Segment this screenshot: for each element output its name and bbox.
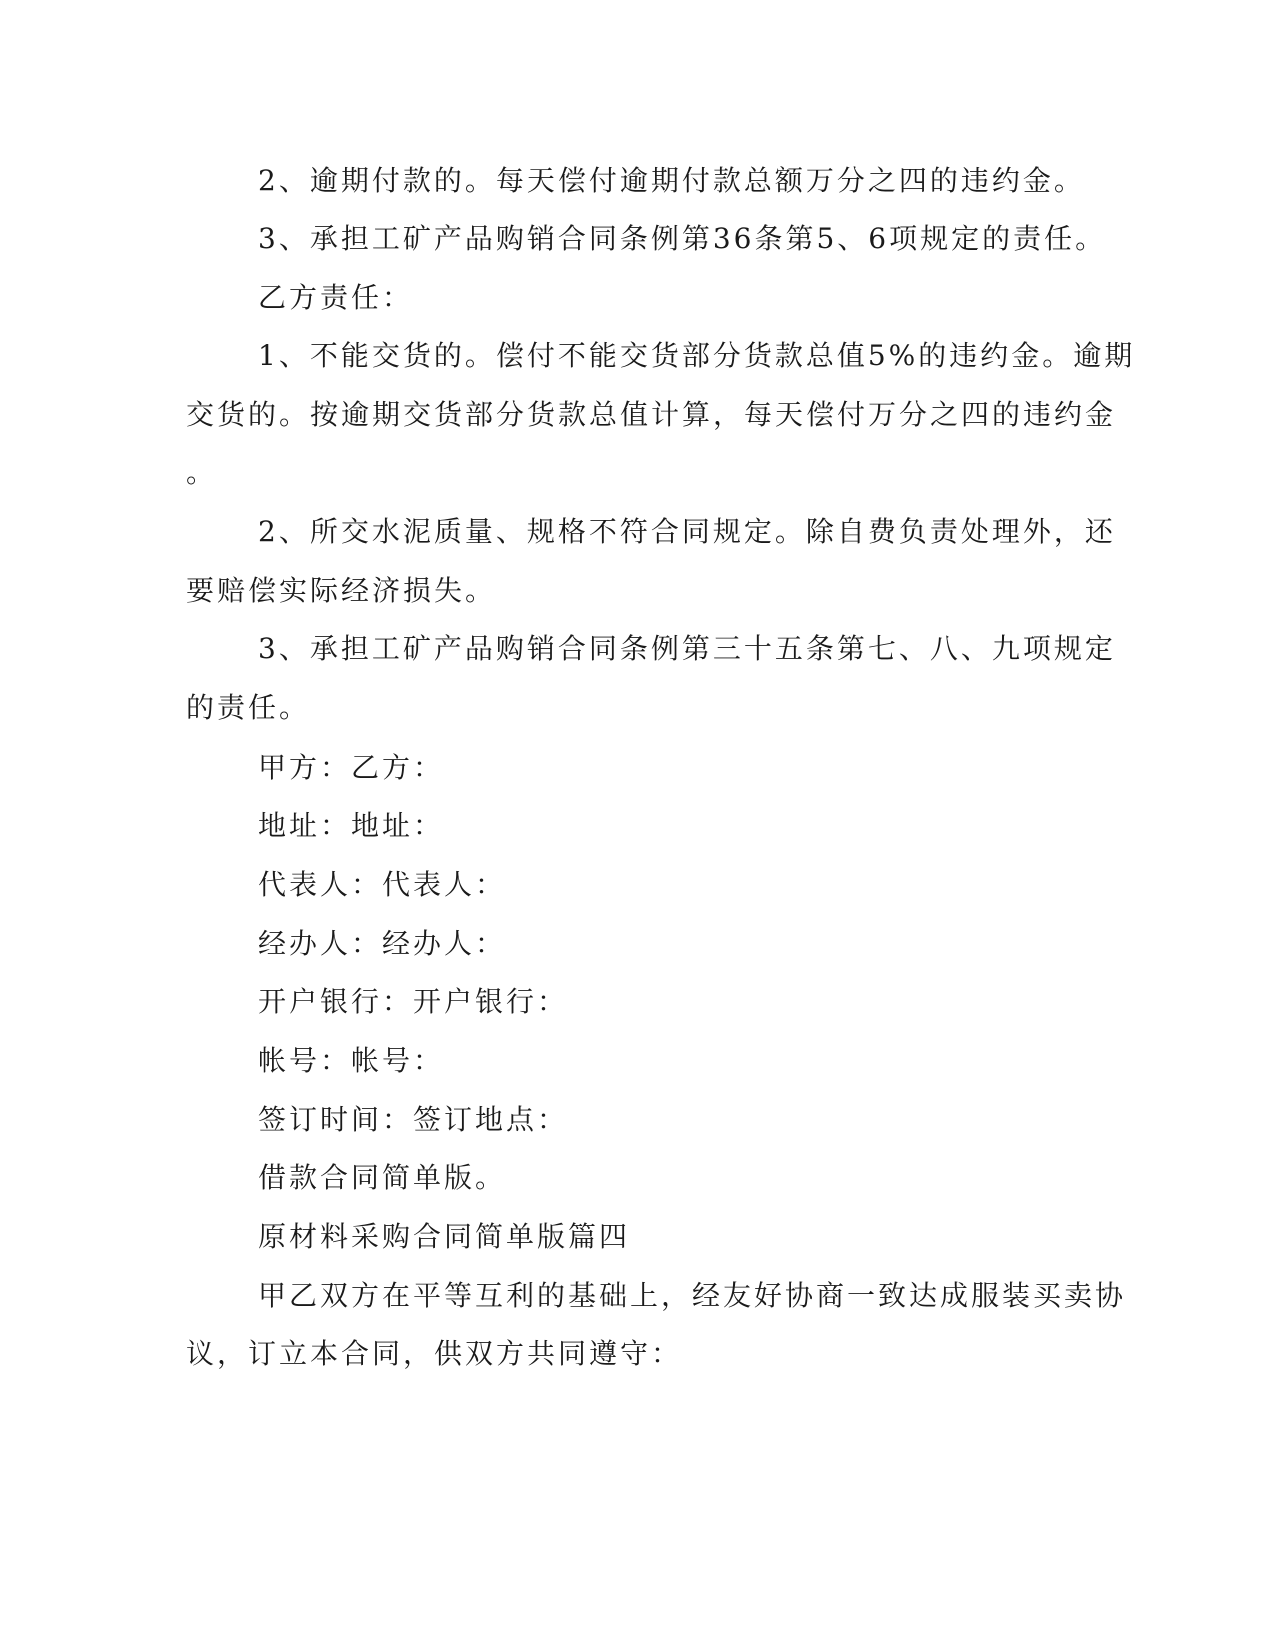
field-handler: 经办人：经办人： — [258, 927, 507, 960]
field-signing-time-place: 签订时间：签订地点： — [258, 1103, 569, 1136]
paragraph-buyer-liability-2: 2、逾期付款的。每天偿付逾期付款总额万分之四的违约金。 — [258, 164, 1085, 197]
paragraph-intro-cont: 议，订立本合同，供双方共同遵守： — [186, 1337, 683, 1370]
paragraph-seller-liability-3-cont: 的责任。 — [186, 691, 311, 724]
paragraph-seller-liability-1: 1、不能交货的。偿付不能交货部分货款总值5%的违约金。逾期 — [258, 339, 1136, 372]
field-account: 帐号：帐号： — [258, 1044, 445, 1077]
field-representative: 代表人：代表人： — [258, 868, 507, 901]
paragraph-seller-liability-1-cont: 交货的。按逾期交货部分货款总值计算，每天偿付万分之四的违约金 — [186, 398, 1117, 431]
paragraph-seller-liability-1-end: 。 — [186, 456, 218, 489]
field-party-names: 甲方：乙方： — [258, 751, 445, 784]
paragraph-loan-contract: 借款合同简单版。 — [258, 1161, 507, 1194]
field-bank: 开户银行：开户银行： — [258, 985, 569, 1018]
paragraph-seller-liability-2-cont: 要赔偿实际经济损失。 — [186, 574, 497, 607]
field-address: 地址：地址： — [258, 809, 445, 842]
paragraph-buyer-liability-3: 3、承担工矿产品购销合同条例第36条第5、6项规定的责任。 — [258, 222, 1107, 255]
paragraph-seller-liability-3: 3、承担工矿产品购销合同条例第三十五条第七、八、九项规定 — [258, 632, 1116, 665]
section-heading-part-four: 原材料采购合同简单版篇四 — [258, 1220, 631, 1253]
paragraph-seller-liability-2: 2、所交水泥质量、规格不符合同规定。除自费负责处理外，还 — [258, 515, 1116, 548]
heading-seller-liability: 乙方责任： — [258, 281, 414, 314]
paragraph-intro: 甲乙双方在平等互利的基础上，经友好协商一致达成服装买卖协 — [258, 1279, 1127, 1312]
